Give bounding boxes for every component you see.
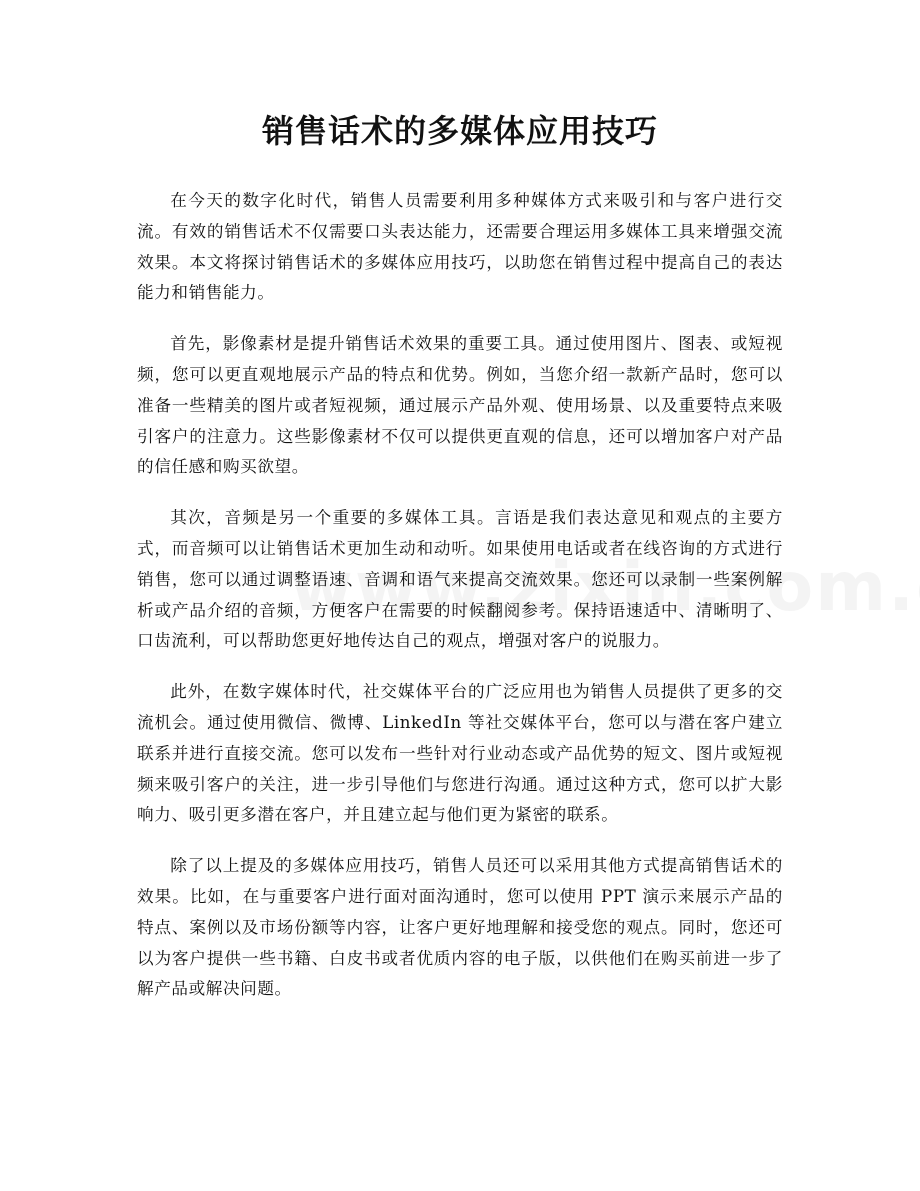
paragraph-audio: 其次，音频是另一个重要的多媒体工具。言语是我们表达意见和观点的主要方式，而音频可以让销售话术更加生动和动听。如果使用电话或者在线咨询的方式进行销售，您可以通过调整语速、音调和语气来提高交流效果。您还可以录制一些案例解析或产品介绍的音频，方便客户在需要的时候翻阅参考。保持语速适中、清晰明了、口齿流利，可以帮助您更好地传达自己的观点，增强对客户的说服力。 xyxy=(137,508,783,651)
document-title: 销售话术的多媒体应用技巧 xyxy=(261,112,658,150)
paragraph-visual-media: 首先，影像素材是提升销售话术效果的重要工具。通过使用图片、图表、或短视频，您可以更直观地展示产品的特点和优势。例如，当您介绍一款新产品时，您可以准备一些精美的图片或者短视频，通过展示产品外观、使用场景、以及重要特点来吸引客户的注意力。这些影像素材不仅可以提供更直观的信息，还可以增加客户对产品的信任感和购买欲望。 xyxy=(137,334,783,477)
document-body xyxy=(137,186,783,1005)
paragraph-intro: 在今天的数字化时代，销售人员需要利用多种媒体方式来吸引和与客户进行交流。有效的销售话术不仅需要口头表达能力，还需要合理运用多媒体工具来增强交流效果。本文将探讨销售话术的多媒体应用技巧，以助您在销售过程中提高自己的表达能力和销售能力。 xyxy=(137,191,783,303)
paragraph-social-media: 此外，在数字媒体时代，社交媒体平台的广泛应用也为销售人员提供了更多的交流机会。通过使用微信、微博、LinkedIn 等社交媒体平台，您可以与潜在客户建立联系并进行直接交流。您可以发布一些针对行业动态或产品优势的短文、图片或短视频来吸引客户的关注，进一步引导他们与您进行沟通。通过这种方式，您可以扩大影响力、吸引更多潜在客户，并且建立起与他们更为紧密的联系。 xyxy=(137,682,783,825)
paragraph-other-methods: 除了以上提及的多媒体应用技巧，销售人员还可以采用其他方式提高销售话术的效果。比如，在与重要客户进行面对面沟通时，您可以使用 PPT 演示来展示产品的特点、案例以及市场份额等内容，让客户更好地理解和接受您的观点。同时，您还可以为客户提供一些书籍、白皮书或者优质内容的电子版，以供他们在购买前进一步了解产品或解决问题。 xyxy=(137,856,783,999)
